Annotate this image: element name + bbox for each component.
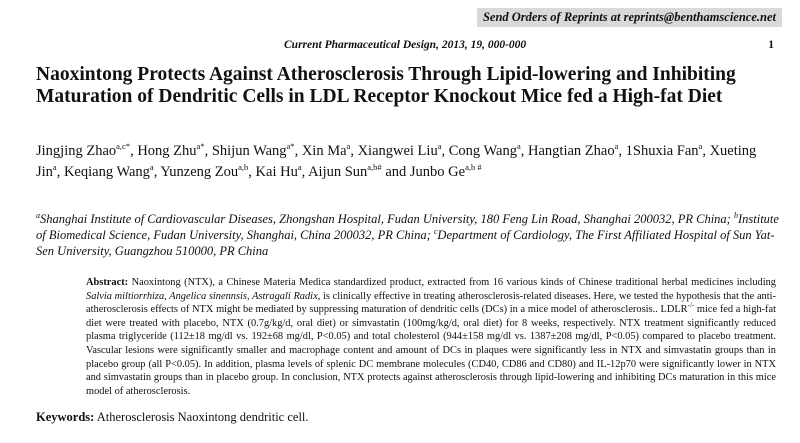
author-affiliation-marker: a* <box>286 141 295 152</box>
abstract-text-3: mice fed a high-fat diet were treated with placebo, NTX (0.7g/kg/d, oral diet) or simvastatin (100mg/kg/d, oral diet) for 8 weeks, respectively. NTX treatment significantly reduced plasma triglyceride (112±18 mg/dl vs. 192±68 mg/dl, P<0.05) and total cholesterol (944±158 mg/dl vs. 1387±208 mg/dl, P<0.05) compared to placebo treatment. Vascular lesions were significantly smaller and macrophage content and amount of DCs in plaques were significantly less in NTX and simvastatin groups than in placebo group (all P<0.05). In addition, plasma levels of splenic DC membrane molecules (CD40, CD86 and CD80) and IL-12p70 were significantly lower in NTX and simvastatin groups than in placebo group. In conclusion, NTX protects against atherosclerosis through lipid-lowering and inhibiting DCs maturation in this mice model of atherosclerosis. <box>86 304 777 397</box>
author <box>137 143 204 159</box>
abstract-text-2: , is clinically effective in treating atherosclerosis-related diseases. Here, we tested the hypothesis that the anti-atherosclerosis effects of NTX might be mediated by suppressing maturation of dendritic cells (DCs) in a mice model of atherosclerosis.. LDLR <box>86 290 776 316</box>
author-name: Hangtian Zhao <box>528 143 615 159</box>
keywords-text: Atherosclerosis Naoxintong dendritic cell. <box>94 410 309 424</box>
author-name: Xiangwei Liu <box>357 143 438 159</box>
author-list: Jingjing Zhao$^{a,c*}$, Hong Zhu$^{a*}$, Shijun Wang$^{a*}$, Xin Ma$^a$, Xiangwei Liu$^a$, Cong Wang$^a$, Hangtian Zhao$^a$, 1Shuxia Fan$^a$, Xueting Jin$^a$, Keqiang Wang$^a$, Yunzeng Zou$^{a,b}$, Kai Hu$^a$, Aijun Sun$^{a,b\#}$ and Junbo $Ge^{a,b \#}$ <box>36 141 757 180</box>
author-affiliation-marker: a <box>437 141 442 152</box>
author <box>64 164 154 180</box>
author-affiliation-marker: a,b# <box>367 162 382 173</box>
author-name: Cong Wang <box>448 143 517 159</box>
author-name: Kai Hu <box>255 164 298 180</box>
affiliation-c-marker: c <box>433 226 438 236</box>
author-affiliation-marker: a,b <box>238 162 249 173</box>
author-name: Jingjing Zhao <box>36 143 117 159</box>
author <box>528 143 618 159</box>
abstract-label: Abstract: <box>86 277 129 288</box>
journal-header <box>0 39 800 55</box>
author-affiliation-marker: a <box>698 141 703 152</box>
author-name: Shijun Wang <box>211 143 287 159</box>
author-affiliation-marker: a <box>614 141 619 152</box>
author <box>302 143 351 159</box>
author-name: Keqiang Wang <box>63 164 150 180</box>
affiliation-b: Institute of Biomedical Science, Fudan University, Shanghai, China 200032, PR China; <box>36 212 779 242</box>
author-affiliation-marker: a,c* <box>116 141 131 152</box>
author <box>256 164 302 180</box>
author-name: Xin Ma <box>301 143 347 159</box>
abstract-text-1: Naoxintong (NTX), a Chinese Materia Medica standardized product, extracted from 16 various kinds of Chinese traditional herbal medicines including <box>128 277 776 288</box>
author-affiliation-marker: a <box>149 162 154 173</box>
author-affiliation-marker: a <box>346 141 351 152</box>
abstract-herbs: Salvia miltiorrhiza, Angelica sinennsis, Astragali Radix <box>86 290 318 302</box>
affiliations <box>36 211 781 259</box>
author-name: Aijun Sun <box>308 164 368 180</box>
author-name: Hong Zhu <box>137 143 197 159</box>
author <box>212 143 295 159</box>
affiliation-c: Department of Cardiology, The First Affiliated Hospital of Sun Yat-Sen University, Guangzhou 510000, PR China <box>36 228 775 258</box>
affiliation-a: Shanghai Institute of Cardiovascular Diseases, Zhongshan Hospital, Fudan University, 180 Feng Lin Road, Shanghai 200032, PR China; <box>40 212 734 226</box>
author <box>449 143 521 159</box>
author <box>160 164 248 180</box>
author-name: Junbo Ge <box>409 164 466 180</box>
keywords <box>36 410 309 425</box>
author <box>410 164 482 180</box>
journal-citation: Current Pharmaceutical Design, 2013, 19, 000-000 <box>284 39 527 51</box>
paper-title: Naoxintong Protects Against Atherosclerosis Through Lipid-lowering and Inhibiting Maturation of Dendritic Cells in LDL Receptor Knockout Mice fed a High-fat Diet <box>36 64 736 107</box>
affiliation-b-marker: b <box>733 210 738 220</box>
author <box>626 143 703 159</box>
reprint-notice: Send Orders of Reprints at reprints@benthamscience.net <box>477 8 782 27</box>
abstract-ldlr-sup: -/- <box>687 301 695 310</box>
author-name: 1Shuxia Fan <box>625 143 699 159</box>
author-affiliation-marker: a <box>52 162 57 173</box>
affiliation-a-marker: a <box>36 210 40 220</box>
author-name: Yunzeng Zou <box>160 164 239 180</box>
page-number: 1 <box>768 39 774 51</box>
author-affiliation-marker: a,b # <box>465 162 482 173</box>
author-affiliation-marker: a* <box>196 141 205 152</box>
abstract <box>86 276 776 398</box>
keywords-label: Keywords: <box>36 410 95 424</box>
author-name: Xueting Jin <box>36 143 757 180</box>
author <box>358 143 442 159</box>
author <box>36 143 130 159</box>
author <box>308 164 382 180</box>
author-affiliation-marker: a <box>297 162 302 173</box>
author-affiliation-marker: a <box>516 141 521 152</box>
